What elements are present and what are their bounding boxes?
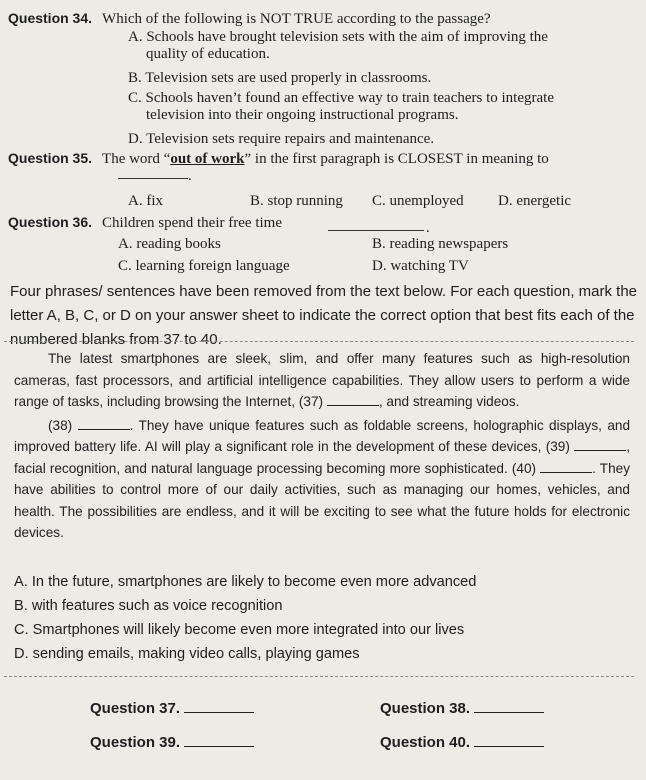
q34-option-a[interactable] xyxy=(128,29,548,63)
question-34 xyxy=(8,10,491,28)
q36-option-c[interactable]: C. learning foreign language xyxy=(118,258,290,274)
choice-c[interactable]: C. Smartphones will likely become even more integrated into our lives xyxy=(14,622,465,638)
blank-37 xyxy=(327,394,379,406)
question-34-label: Question 34. xyxy=(8,10,93,26)
option-text: Schools haven’t found an effective way to train teachers to integrate xyxy=(145,90,554,106)
question-34-stem: Which of the following is NOT TRUE according to the passage? xyxy=(102,11,491,27)
passage-border-top xyxy=(4,341,634,342)
q35-option-b[interactable]: B. stop running xyxy=(250,193,343,209)
question-36-stem: Children spend their free time xyxy=(102,215,282,231)
option-text-cont: television into their ongoing instructional programs. xyxy=(146,107,459,123)
choice-b[interactable]: B. with features such as voice recognition xyxy=(14,598,283,614)
choices-list xyxy=(14,570,634,666)
question-35-label: Question 35. xyxy=(8,150,93,166)
q35-stem-term: out of work xyxy=(170,151,245,167)
q35-option-c[interactable]: C. unemployed xyxy=(372,193,464,209)
passage xyxy=(14,348,630,544)
option-text: Television sets are used properly in classrooms. xyxy=(145,70,432,86)
option-letter: B. xyxy=(128,70,142,86)
q34-option-c[interactable] xyxy=(128,90,554,124)
passage-p2-text-2: , facial recognition, and natural language processing becoming more sophisticated. (40) xyxy=(14,439,631,476)
answer-40[interactable] xyxy=(380,734,544,752)
q34-option-b[interactable] xyxy=(128,70,431,87)
blank-40 xyxy=(540,461,592,473)
q35-option-d[interactable]: D. energetic xyxy=(498,193,572,209)
passage-p2-text: . They have unique features such as foldable screens, holographic displays, and improved battery life. AI will play a significant role in the development of these devices, (39) xyxy=(14,417,630,454)
q36-option-b[interactable]: B. reading newspapers xyxy=(372,236,509,252)
blank-38 xyxy=(78,418,130,430)
passage-p1-text: The latest smartphones are sleek, slim, and offer many features such as high-resolution cameras, fast processors, and artificial intelligence capabilities. They allow users to perform a wide range of tasks, including browsing the Internet, (37) xyxy=(14,351,630,409)
q36-option-a[interactable]: A. reading books xyxy=(118,236,221,252)
answer-37-line xyxy=(184,700,254,713)
option-text: Television sets require repairs and maintenance. xyxy=(146,131,435,147)
answer-39-line xyxy=(184,734,254,747)
q34-option-d[interactable] xyxy=(128,131,434,148)
passage-p2-marker: (38) xyxy=(48,417,73,433)
q35-stem-before: The word “ xyxy=(102,151,171,167)
answer-38-line xyxy=(474,700,544,713)
answer-39[interactable] xyxy=(90,734,254,752)
question-36-label: Question 36. xyxy=(8,214,93,230)
q35-option-a[interactable]: A. fix xyxy=(128,193,163,209)
q36-blank xyxy=(328,230,424,231)
option-letter: D. xyxy=(128,131,143,147)
option-letter: C. xyxy=(128,90,142,106)
answer-38-label: Question 38. xyxy=(380,700,471,717)
question-35 xyxy=(8,150,549,168)
answer-38[interactable] xyxy=(380,700,544,718)
q35-blank-dot: . xyxy=(188,168,192,184)
answer-39-label: Question 39. xyxy=(90,734,181,751)
instruction-text: Four phrases/ sentences have been removed from the text below. For each question, mark the letter A, B, C, or D on your answer sheet to indicate the correct option that best fits each of the numbered blanks from 37 to 40. xyxy=(10,283,638,348)
q35-stem-after: ” in the first paragraph is CLOSEST in meaning to xyxy=(244,151,549,167)
passage-p2-text-3: . They have abilities to control more of our daily activities, such as managing our homes, vehicles, and health. The possibilities are endless, and it will be exciting to see what the future holds for electronic devices. xyxy=(14,460,631,540)
option-text-cont: quality of education. xyxy=(146,46,270,62)
answer-40-line xyxy=(474,734,544,747)
choice-a[interactable]: A. In the future, smartphones are likely to become even more advanced xyxy=(14,574,477,590)
q36-option-d[interactable]: D. watching TV xyxy=(372,258,469,274)
q36-blank-dot: . xyxy=(426,220,430,236)
choice-d[interactable]: D. sending emails, making video calls, playing games xyxy=(14,646,360,662)
answer-40-label: Question 40. xyxy=(380,734,471,751)
question-36 xyxy=(8,214,282,232)
passage-paragraph-2 xyxy=(14,415,630,544)
q35-blank xyxy=(118,178,188,179)
passage-p1-text-end: , and streaming videos. xyxy=(378,394,520,409)
answer-37[interactable] xyxy=(90,700,254,718)
answer-37-label: Question 37. xyxy=(90,700,181,717)
passage-paragraph-1 xyxy=(14,348,630,413)
passage-border-bottom xyxy=(4,676,634,677)
option-letter: A. xyxy=(128,29,143,45)
blank-39 xyxy=(574,439,626,451)
option-text: Schools have brought television sets with the aim of improving the xyxy=(146,29,548,45)
